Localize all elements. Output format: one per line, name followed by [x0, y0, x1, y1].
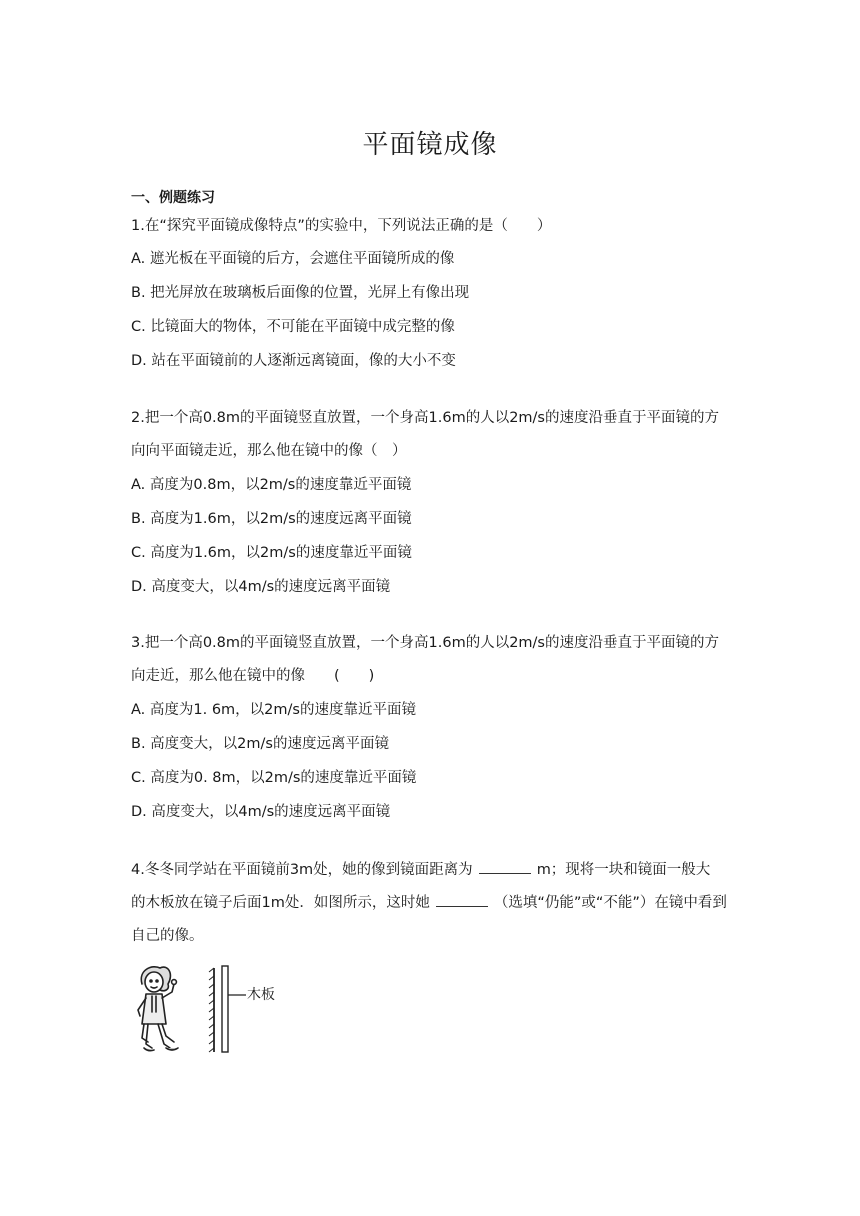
section-heading: 一、例题练习 [131, 190, 215, 206]
q4-line2 [131, 892, 727, 913]
q1-stem: 1.在“探究平面镜成像特点”的实验中，下列说法正确的是（ ） [131, 218, 552, 234]
q3-option-b: B. 高度变大，以2m/s的速度远离平面镜 [131, 736, 389, 752]
q2-option-c: C. 高度为1.6m，以2m/s的速度靠近平面镜 [131, 545, 412, 561]
q1-option-d: D. 站在平面镜前的人逐渐远离镜面，像的大小不变 [131, 353, 456, 369]
q3-option-a: A. 高度为1. 6m，以2m/s的速度靠近平面镜 [131, 702, 416, 718]
q3-stem-line2: 向走近，那么他在镜中的像 ( ) [131, 668, 375, 684]
q3-option-d: D. 高度变大，以4m/s的速度远离平面镜 [131, 804, 391, 820]
q4-line2-part1: 的木板放在镜子后面1m处．如图所示，这时她 [131, 895, 430, 911]
q1-option-c: C. 比镜面大的物体，不可能在平面镜中成完整的像 [131, 319, 455, 335]
girl-illustration [138, 967, 178, 1051]
q1-option-b: B. 把光屏放在玻璃板后面像的位置，光屏上有像出现 [131, 285, 470, 301]
q4-line1-part2: m；现将一块和镜面一般大 [536, 862, 711, 878]
mirror-shape [209, 968, 214, 1052]
q3-stem-line1: 3.把一个高0.8m的平面镜竖直放置，一个身高1.6m的人以2m/s的速度沿垂直于平面镜的方 [131, 635, 719, 651]
q2-stem-line2: 向向平面镜走近，那么他在镜中的像（ ） [131, 443, 407, 459]
page-title: 平面镜成像 [362, 130, 498, 160]
board-label: 木板 [247, 987, 275, 1003]
q4-blank-2[interactable] [436, 892, 488, 907]
q2-option-b: B. 高度为1.6m，以2m/s的速度远离平面镜 [131, 511, 412, 527]
q4-blank-1[interactable] [479, 859, 531, 874]
q3-option-c: C. 高度为0. 8m，以2m/s的速度靠近平面镜 [131, 770, 417, 786]
q4-line2-part2: （选填“仍能”或“不能”）在镜中看到 [493, 895, 727, 911]
wooden-board-shape [222, 966, 228, 1052]
q2-option-a: A. 高度为0.8m，以2m/s的速度靠近平面镜 [131, 477, 412, 493]
mirror-figure [130, 962, 290, 1058]
q4-line1 [131, 859, 710, 880]
q2-option-d: D. 高度变大，以4m/s的速度远离平面镜 [131, 579, 391, 595]
q4-line3: 自己的像。 [131, 928, 204, 944]
q4-line1-part1: 4.冬冬同学站在平面镜前3m处，她的像到镜面距离为 [131, 862, 473, 878]
q2-stem-line1: 2.把一个高0.8m的平面镜竖直放置，一个身高1.6m的人以2m/s的速度沿垂直于平面镜的方 [131, 410, 719, 426]
q1-option-a: A. 遮光板在平面镜的后方，会遮住平面镜所成的像 [131, 251, 455, 267]
